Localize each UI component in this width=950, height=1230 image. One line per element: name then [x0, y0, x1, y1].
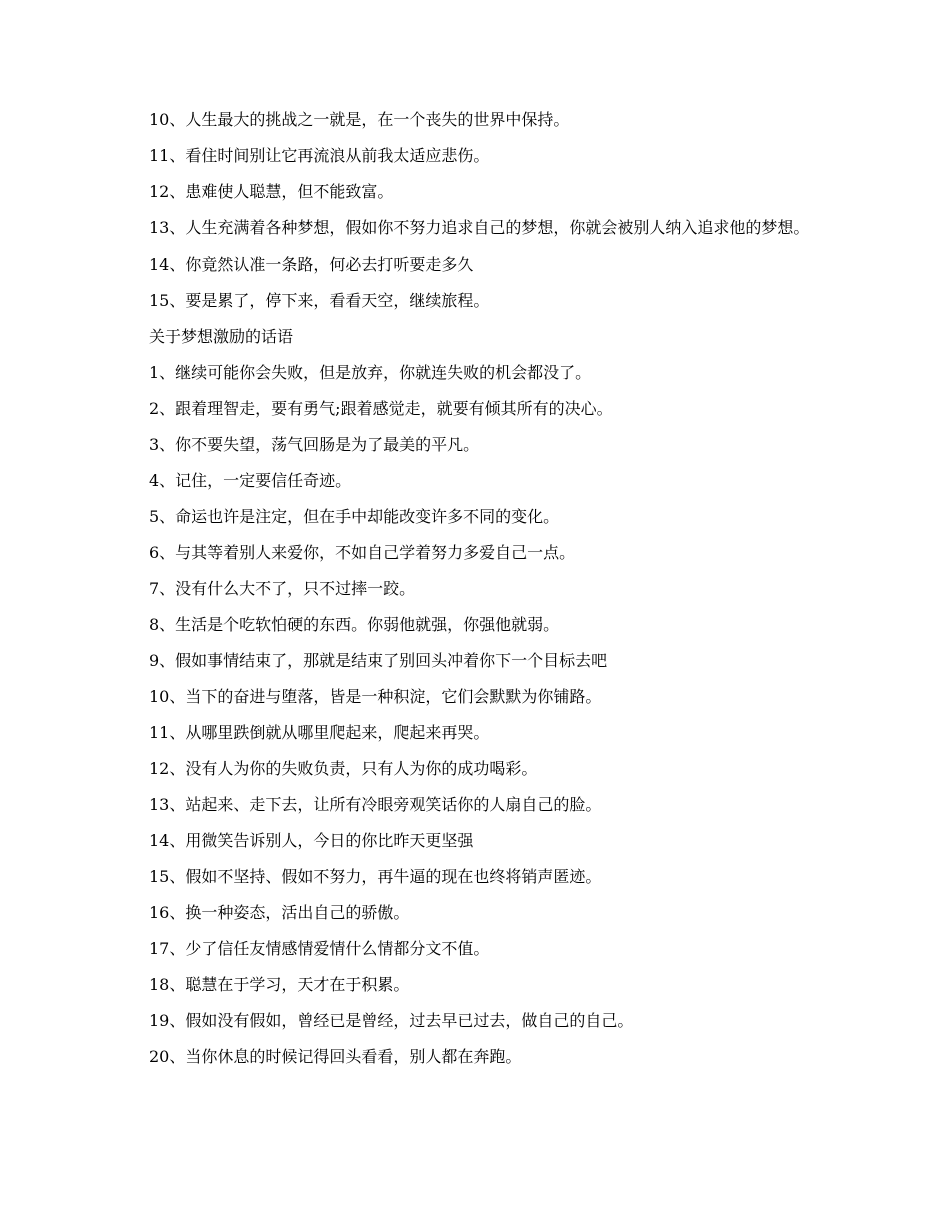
paragraph: 14、你竟然认准一条路，何必去打听要走多久 — [149, 255, 474, 274]
paragraph: 17、少了信任友情感情爱情什么情都分文不值。 — [149, 939, 490, 958]
paragraph: 12、患难使人聪慧，但不能致富。 — [149, 182, 394, 201]
paragraph: 19、假如没有假如，曾经已是曾经，过去早已过去，做自己的自己。 — [149, 1011, 634, 1030]
paragraph: 3、你不要失望，荡气回肠是为了最美的平凡。 — [149, 435, 480, 454]
paragraph: 20、当你休息的时候记得回头看看，别人都在奔跑。 — [149, 1047, 522, 1066]
paragraph: 8、生活是个吃软怕硬的东西。你弱他就强，你强他就弱。 — [149, 615, 560, 634]
paragraph: 10、当下的奋进与堕落，皆是一种积淀，它们会默默为你铺路。 — [149, 687, 602, 706]
paragraph: 13、人生充满着各种梦想，假如你不努力追求自己的梦想，你就会被别人纳入追求他的梦想。 — [149, 218, 810, 237]
paragraph: 1、继续可能你会失败，但是放弃，你就连失败的机会都没了。 — [149, 363, 592, 382]
paragraph: 6、与其等着别人来爱你，不如自己学着努力多爱自己一点。 — [149, 543, 576, 562]
paragraph: 7、没有什么大不了，只不过摔一跤。 — [149, 579, 416, 598]
paragraph: 11、从哪里跌倒就从哪里爬起来，爬起来再哭。 — [149, 723, 490, 742]
paragraph: 15、假如不坚持、假如不努力，再牛逼的现在也终将销声匿迹。 — [149, 867, 602, 886]
paragraph: 15、要是累了，停下来，看看天空，继续旅程。 — [149, 291, 490, 310]
paragraph: 13、站起来、走下去，让所有冷眼旁观笑话你的人扇自己的脸。 — [149, 795, 602, 814]
paragraph: 12、没有人为你的失败负责，只有人为你的成功喝彩。 — [149, 759, 538, 778]
section-heading: 关于梦想激励的话语 — [149, 327, 294, 346]
paragraph: 2、跟着理智走，要有勇气;跟着感觉走，就要有倾其所有的决心。 — [149, 399, 613, 418]
paragraph: 10、人生最大的挑战之一就是，在一个丧失的世界中保持。 — [149, 110, 570, 129]
paragraph: 14、用微笑告诉别人，今日的你比昨天更坚强 — [149, 831, 474, 850]
document-body — [113, 111, 833, 1084]
paragraph: 18、聪慧在于学习，天才在于积累。 — [149, 975, 410, 994]
paragraph: 5、命运也许是注定，但在手中却能改变许多不同的变化。 — [149, 507, 560, 526]
paragraph: 11、看住时间别让它再流浪从前我太适应悲伤。 — [149, 146, 490, 165]
paragraph: 16、换一种姿态，活出自己的骄傲。 — [149, 903, 410, 922]
paragraph: 4、记住，一定要信任奇迹。 — [149, 471, 352, 490]
paragraph: 9、假如事情结束了，那就是结束了别回头冲着你下一个目标去吧 — [149, 651, 608, 670]
